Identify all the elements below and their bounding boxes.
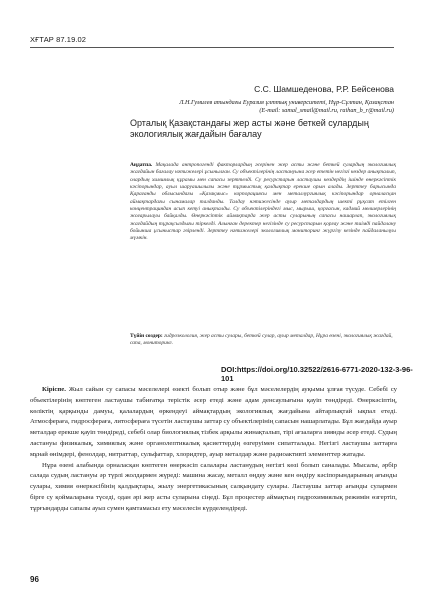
abstract-block: [130, 162, 396, 243]
keywords-label: Түйін сөздер:: [130, 333, 163, 339]
page-number: 96: [30, 575, 39, 584]
article-authors: С.С. Шамшеденова, Р.Р. Бейсенова: [254, 84, 394, 94]
intro-label: Кіріспе.: [42, 386, 66, 393]
author-affiliation: [94, 99, 394, 114]
keywords-text: гидроэкология, жер асты сулары, беткей сулар, ауыр металдар, Нұра өзені, экологиялық жағдай, сапа, мониторинг.: [130, 333, 393, 347]
intro-text: Жыл сайын су сапасы мәселелері өзекті болып отыр және бұл мәселелердің ауқымы ұлғая түсуде. Себебі су объектілерінің көптеген ластаушы табиғатқа терістік әсер етеді және адам денсаулығына қауіп төндіреді. Өнеркәсіптің, көліктің қарқынды дамуы, қалалардың өркендеуі аймақтардың экологиялық жағдайына айтарлықтай ықпал етеді. Атмосфераға, гидросфераға, литосфераға түсетін ластаушы заттар су объектілерінің сапасын нашарлатады. Бұл жағдайда ауыр металдар ерекше қауіп төндіреді, себебі олар биологиялық тізбек арқылы жинақталып, тірі ағзаларға зиянды әсер етеді. Судың ластануы физикалық, химиялық және органолептикалық қасиеттердің өзгеруімен сипатталады. Негізгі ластаушы заттарға мұнай өнімдері, фенолдар, нитраттар, сульфаттар, хлоридтер, ауыр металдар және радиоактивті элементтер жатады.: [30, 386, 398, 458]
body-paragraph: Нұра өзені алабында орналасқан көптеген өнеркәсіп салалары ластанудың негізгі көзі болып саналады. Мысалы, әрбір салада судың ластануы әр түрлі жолдармен жүреді: машина жасау, металл өңдеу және кен өндіру кәсіпорындарының ағынды сулары, химия өнеркәсібінің қалдықтары, жылу энергетикасының салқындату сулары. Ластаушы заттар ағынды сулармен бірге су қоймаларына түседі, одан әрі жер асты суларына сіңеді. Бұл процестер аймақтың гидрохимиялық режимін өзгертіп, тұрғындарды сапалы ауыз сумен қамтамасыз ету мәселесін күрделендіреді.: [30, 461, 397, 512]
abstract-text: Мақалада антропогенді факторлардың әсерінен жер асты және беткей сулардың экологиялық жағдайын бағалау нәтижелері ұсынылған. Су объектілерінің ластануына әсер ететін негізгі көздер анықталып, олардың химиялық құрамы мен сапасы зерттелді. Су ресурстарын ластаушы көздердің ішінде өнеркәсіптік кәсіпорындар, ауыл шаруашылығы және тұрмыстық қалдықтар ерекше орын алады. Зерттеу барысында Қарағанды облысындағы «Қазақмыс» корпорациясы мен металлургиялық кәсіпорындар орналасқан аймақтардағы сынамалар талданды. Талдау нәтижесінде ауыр металдардың шекті рұқсат етілген концентрациядан асып кетуі анықталды. Су объектілеріндегі мыс, мырыш, қорғасын, кадмий мөлшерлерінің жоғарылауы байқалды. Өнеркәсіптік аймақтарда жер асты суларының сапасы нашарлап, экологиялық жағдайдың тұрақсыздығы тіркелді. Алынған деректер негізінде су ресурстарын қорғау және тиімді пайдалану бойынша ұсыныстар әзірленді. Зерттеу нәтижелері экологиялық мониторинг жүргізу кезінде пайдаланылуы мүмкін.: [130, 162, 396, 242]
intro-paragraph: [30, 385, 397, 461]
header-rule: [30, 47, 394, 48]
affiliation-line: Л.Н.Гумилев атындағы Еуразия ұлттық университеті, Нұр-Сұлтан, Қазақстан: [179, 99, 394, 106]
article-title: Орталық Қазақстандағы жер асты және беткей сулардың экологиялық жағдайын бағалау: [130, 118, 369, 139]
abstract-label: Аңдатпа.: [130, 162, 153, 168]
classification-code: ХҒТАР 87.19.02: [30, 35, 87, 44]
doi-link[interactable]: DOI:https://doi.org/10.32522/2616-6771-2020-132-3-96-101: [221, 365, 413, 383]
keywords-block: [130, 333, 396, 348]
author-emails: (E-mail: samal_smail@mail.ru, raihan_b_r@mail.ru): [259, 106, 394, 114]
article-body: [30, 385, 397, 515]
